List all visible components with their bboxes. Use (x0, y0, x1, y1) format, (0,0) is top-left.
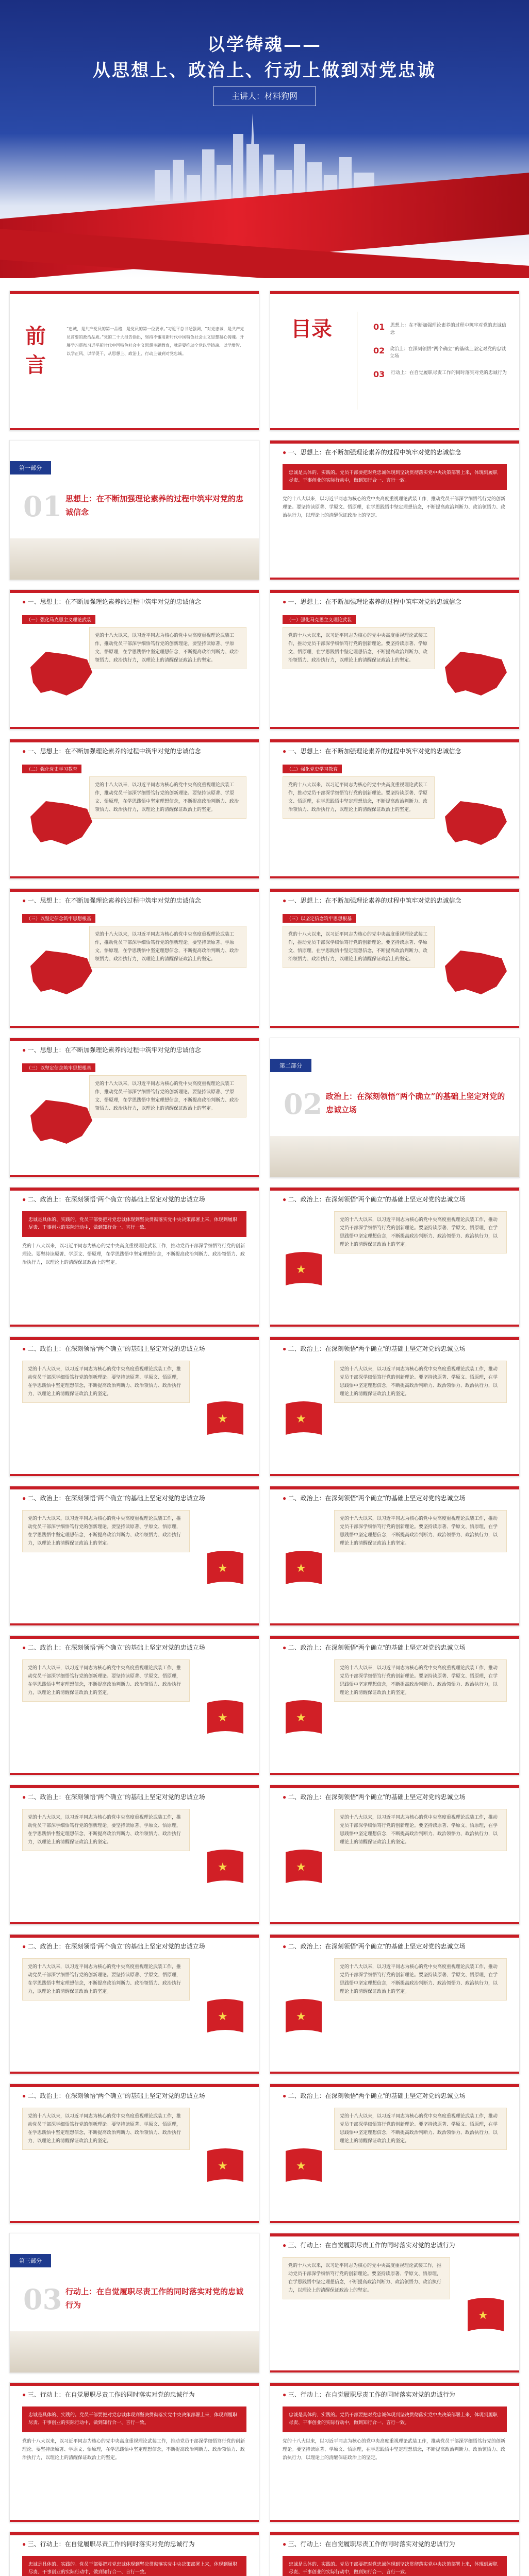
slide-topbar (270, 440, 519, 444)
section-number: 02 (284, 1088, 323, 1121)
slide-title: ● 二、政治上：在深刻领悟“两个确立”的基础上坚定对党的忠诚立场 (22, 1495, 205, 1502)
slide-paragraph: 党的十八大以来，以习近平同志为核心的党中央高度重视理论武装工作，推动党员干部深学细悟笃行党的创新理论。要坚持读原著、学原文、悟原理，在学思践悟中坚定理想信念，不断提高政治判断力、政治领悟力、政治执行力，以理论上的清醒保证政治上的坚定。 (334, 1659, 507, 1702)
content-slide (9, 1486, 259, 1626)
slide-topbar (270, 1188, 519, 1191)
slide-title: ● 一、思想上：在不断加强理论素养的过程中筑牢对党的忠诚信念 (22, 1046, 201, 1054)
svg-text:★: ★ (296, 1711, 306, 1724)
cover-title (0, 32, 529, 83)
china-map-image (435, 791, 512, 853)
slide-topbar (10, 590, 259, 593)
slide-title: ● 二、政治上：在深刻领悟“两个确立”的基础上坚定对党的忠诚立场 (22, 1345, 205, 1352)
slide-title: ● 二、政治上：在深刻领悟“两个确立”的基础上坚定对党的忠诚立场 (283, 2092, 466, 2099)
slide-bottombar (10, 2221, 259, 2223)
cover-slide (0, 0, 529, 278)
toc-item-label: 行动上：在自觉履职尽责工作的同时落实对党的忠诚行为 (391, 370, 507, 376)
slide-bottombar (270, 1922, 519, 1924)
cover-speaker: 主讲人：材料狗网 (213, 87, 316, 106)
slide-topbar (10, 291, 259, 294)
slide-paragraph: 党的十八大以来，以习近平同志为核心的党中央高度重视理论武装工作，推动党员干部深学细悟笃行党的创新理论。要坚持读原著、学原文、悟原理，在学思践悟中坚定理想信念，不断提高政治判断力、政治领悟力、政治执行力，以理论上的清醒保证政治上的坚定。 (89, 1075, 246, 1117)
slide-bottombar (10, 1773, 259, 1775)
slide-title: ● 三、行动上：在自觉履职尽责工作的同时落实对党的忠诚行为 (283, 2242, 455, 2249)
subheading-chip: （二）强化党史学习教育 (22, 765, 81, 773)
slide-title: ● 二、政治上：在深刻领悟“两个确立”的基础上坚定对党的忠诚立场 (283, 1644, 466, 1651)
slide-paragraph: 党的十八大以来，以习近平同志为核心的党中央高度重视理论武装工作，推动党员干部深学细悟笃行党的创新理论。要坚持读原著、学原文、悟原理，在学思践悟中坚定理想信念，不断提高政治判断力、政治领悟力、政治执行力，以理论上的清醒保证政治上的坚定。 (22, 1659, 190, 1702)
content-slide (9, 589, 259, 730)
highlight-panel: 忠诚是具体的、实践的。党员干部要把对党忠诚体现到坚决贯彻落实党中央决策部署上来，体现到履职尽责、干事创业的实际行动中，做到知行合一、言行一致。 (283, 2406, 507, 2432)
slide-bottombar (10, 428, 259, 430)
slide-body (283, 464, 507, 570)
content-slide (270, 2382, 520, 2522)
party-flag-image (280, 1698, 327, 1744)
slide-topbar (10, 1337, 259, 1340)
toc-item[interactable] (373, 346, 507, 360)
slide-topbar (270, 1636, 519, 1639)
slide-title: ● 二、政治上：在深刻领悟“两个确立”的基础上坚定对党的忠诚立场 (22, 2092, 205, 2099)
section-divider-slide (270, 1038, 520, 1178)
highlight-panel: 忠诚是具体的、实践的。党员干部要把对党忠诚体现到坚决贯彻落实党中央决策部署上来，体现到履职尽责、干事创业的实际行动中，做到知行合一、言行一致。 (283, 464, 507, 490)
slide-bottombar (270, 428, 519, 430)
svg-text:★: ★ (218, 1861, 228, 1874)
svg-text:★: ★ (218, 2010, 228, 2023)
slide-title: ● 一、思想上：在不断加强理论素养的过程中筑牢对党的忠诚信念 (283, 598, 461, 605)
slide-title: ● 二、政治上：在深刻领悟“两个确立”的基础上坚定对党的忠诚立场 (22, 1196, 205, 1203)
slide-title: ● 一、思想上：在不断加强理论素养的过程中筑牢对党的忠诚信念 (22, 748, 201, 755)
toc-item[interactable] (373, 369, 507, 379)
slide-body (22, 1211, 246, 1317)
slide-topbar (10, 1636, 259, 1639)
slide-title: ● 一、思想上：在不断加强理论素养的过程中筑牢对党的忠诚信念 (283, 449, 461, 456)
slide-topbar (10, 889, 259, 892)
toc-item-label: 思想上：在不断加强理论素养的过程中筑牢对党的忠诚信念 (390, 323, 506, 335)
slide-body (283, 2406, 507, 2513)
toc-item-number: 02 (373, 346, 385, 355)
slide-topbar (10, 1785, 259, 1788)
slide-title: ● 三、行动上：在自觉履职尽责工作的同时落实对党的忠诚行为 (283, 2391, 455, 2398)
slide-bottombar (10, 2072, 259, 2074)
section-title: 行动上：在自觉履职尽责工作的同时落实对党的忠诚行为 (65, 2287, 244, 2310)
slide-paragraph: 党的十八大以来，以习近平同志为核心的党中央高度重视理论武装工作，推动党员干部深学细悟笃行党的创新理论。要坚持读原著、学原文、悟原理，在学思践悟中坚定理想信念，不断提高政治判断力、政治领悟力、政治执行力，以理论上的清醒保证政治上的坚定。 (283, 627, 435, 669)
slide-paragraph: 党的十八大以来，以习近平同志为核心的党中央高度重视理论武装工作，推动党员干部深学细悟笃行党的创新理论。要坚持读原著、学原文、悟原理，在学思践悟中坚定理想信念，不断提高政治判断力、政治领悟力、政治执行力，以理论上的清醒保证政治上的坚定。 (334, 1361, 507, 1403)
content-slide (9, 2083, 259, 2224)
content-slide (270, 739, 520, 879)
slide-bottombar (270, 876, 519, 878)
toc-heading: 目录 (291, 317, 332, 341)
subheading-chip: （三）以坚定信念筑牢思想根基 (22, 1063, 95, 1072)
slide-topbar (270, 590, 519, 593)
slide-title: ● 一、思想上：在不断加强理论素养的过程中筑牢对党的忠诚信念 (22, 897, 201, 904)
subheading-chip: （三）以坚定信念筑牢思想根基 (22, 914, 95, 923)
slide-topbar (270, 1337, 519, 1340)
slide-topbar (10, 1935, 259, 1938)
toc-item-number: 03 (373, 369, 385, 379)
subheading-chip: （三）以坚定信念筑牢思想根基 (283, 914, 356, 923)
slide-title: ● 二、政治上：在深刻领悟“两个确立”的基础上坚定对党的忠诚立场 (283, 1345, 466, 1352)
toc-item-label: 政治上：在深刻领悟“两个确立”的基础上坚定对党的忠诚立场 (389, 347, 506, 359)
slide-title: ● 一、思想上：在不断加强理论素养的过程中筑牢对党的忠诚信念 (283, 748, 461, 755)
slide-bottombar (10, 876, 259, 878)
slide-paragraph: 党的十八大以来，以习近平同志为核心的党中央高度重视理论武装工作，推动党员干部深学细悟笃行党的创新理论。要坚持读原著、学原文、悟原理，在学思践悟中坚定理想信念，不断提高政治判断力、政治领悟力、政治执行力，以理论上的清醒保证政治上的坚定。 (89, 627, 246, 669)
party-flag-image (280, 1249, 327, 1296)
section-number: 03 (23, 2283, 62, 2316)
slide-topbar (10, 2383, 259, 2386)
slide-topbar (270, 1935, 519, 1938)
svg-text:★: ★ (218, 1711, 228, 1724)
highlight-panel: 忠诚是具体的、实践的。党员干部要把对党忠诚体现到坚决贯彻落实党中央决策部署上来，体现到履职尽责、干事创业的实际行动中，做到知行合一、言行一致。 (22, 2556, 246, 2576)
slide-topbar (270, 1785, 519, 1788)
party-flag-image (202, 2146, 249, 2192)
section-tag: 第二部分 (270, 1059, 311, 1072)
slide-bottombar (270, 1026, 519, 1028)
party-flag-image (280, 1996, 327, 2043)
content-slide (270, 1486, 520, 1626)
toc-list (373, 322, 507, 388)
highlight-panel: 忠诚是具体的、实践的。党员干部要把对党忠诚体现到坚决贯彻落实党中央决策部署上来，体现到履职尽责、干事创业的实际行动中，做到知行合一、言行一致。 (283, 2556, 507, 2576)
content-slide (270, 589, 520, 730)
highlight-panel: 忠诚是具体的、实践的。党员干部要把对党忠诚体现到坚决贯彻落实党中央决策部署上来，体现到履职尽责、干事创业的实际行动中，做到知行合一、言行一致。 (22, 2406, 246, 2432)
toc-item[interactable] (373, 322, 507, 336)
svg-text:★: ★ (218, 1413, 228, 1426)
slide-bottombar (10, 727, 259, 729)
slide-topbar (270, 739, 519, 742)
slide-topbar (270, 889, 519, 892)
party-flag-image (202, 1996, 249, 2043)
content-slide (270, 2083, 520, 2224)
party-flag-image (280, 1548, 327, 1595)
slide-title: ● 三、行动上：在自觉履职尽责工作的同时落实对党的忠诚行为 (22, 2391, 195, 2398)
content-slide (270, 1635, 520, 1775)
content-slide (9, 888, 259, 1028)
slide-paragraph: 党的十八大以来，以习近平同志为核心的党中央高度重视理论武装工作，推动党员干部深学细悟笃行党的创新理论。要坚持读原著、学原文、悟原理，在学思践悟中坚定理想信念，不断提高政治判断力、政治领悟力、政治执行力，以理论上的清醒保证政治上的坚定。 (22, 2108, 190, 2150)
slide-paragraph: 党的十八大以来，以习近平同志为核心的党中央高度重视理论武装工作，推动党员干部深学细悟笃行党的创新理论。要坚持读原著、学原文、悟原理，在学思践悟中坚定理想信念，不断提高政治判断力、政治领悟力、政治执行力，以理论上的清醒保证政治上的坚定。 (334, 1809, 507, 1851)
slide-bottombar (10, 1325, 259, 1327)
slide-topbar (270, 2383, 519, 2386)
slide-topbar (10, 739, 259, 742)
slide-paragraph: 党的十八大以来，以习近平同志为核心的党中央高度重视理论武装工作，推动党员干部深学细悟笃行党的创新理论。要坚持读原著、学原文、悟原理，在学思践悟中坚定理想信念，不断提高政治判断力、政治领悟力、政治执行力，以理论上的清醒保证政治上的坚定。 (283, 926, 435, 968)
subheading-chip: （二）强化党史学习教育 (283, 765, 342, 773)
slide-paragraph: 党的十八大以来，以习近平同志为核心的党中央高度重视理论武装工作，推动党员干部深学细悟笃行党的创新理论。要坚持读原著、学原文、悟原理，在学思践悟中坚定理想信念，不断提高政治判断力、政治领悟力、政治执行力，以理论上的清醒保证政治上的坚定。 (283, 776, 435, 819)
slide-paragraph: 党的十八大以来，以习近平同志为核心的党中央高度重视理论武装工作，推动党员干部深学细悟笃行党的创新理论。要坚持读原著、学原文、悟原理，在学思践悟中坚定理想信念，不断提高政治判断力、政治领悟力、政治执行力，以理论上的清醒保证政治上的坚定。 (334, 2108, 507, 2150)
slide-paragraph: 党的十八大以来，以习近平同志为核心的党中央高度重视理论武装工作，推动党员干部深学细悟笃行党的创新理论。要坚持读原著、学原文、悟原理，在学思践悟中坚定理想信念，不断提高政治判断力、政治领悟力、政治执行力，以理论上的清醒保证政治上的坚定。 (22, 2439, 245, 2461)
content-slide (270, 1336, 520, 1477)
china-map-image (435, 641, 512, 703)
svg-text:★: ★ (478, 2309, 488, 2322)
slide-bottombar (270, 578, 519, 580)
slide-paragraph: 党的十八大以来，以习近平同志为核心的党中央高度重视理论武装工作，推动党员干部深学细悟笃行党的创新理论。要坚持读原著、学原文、悟原理，在学思践悟中坚定理想信念，不断提高政治判断力、政治领悟力、政治执行力，以理论上的清醒保证政治上的坚定。 (89, 776, 246, 819)
section-number: 01 (23, 490, 62, 523)
slide-title: ● 三、行动上：在自觉履职尽责工作的同时落实对党的忠诚行为 (22, 2540, 195, 2548)
slide-bottombar (10, 1623, 259, 1625)
slide-paragraph: 党的十八大以来，以习近平同志为核心的党中央高度重视理论武装工作，推动党员干部深学细悟笃行党的创新理论。要坚持读原著、学原文、悟原理，在学思践悟中坚定理想信念，不断提高政治判断力、政治领悟力、政治执行力，以理论上的清醒保证政治上的坚定。 (22, 1958, 190, 2001)
slide-paragraph: 党的十八大以来，以习近平同志为核心的党中央高度重视理论武装工作，推动党员干部深学细悟笃行党的创新理论。要坚持读原著、学原文、悟原理，在学思践悟中坚定理想信念，不断提高政治判断力、政治领悟力、政治执行力，以理论上的清醒保证政治上的坚定。 (334, 1510, 507, 1552)
slide-bottombar (10, 1922, 259, 1924)
content-slide (9, 1187, 259, 1327)
slide-title: ● 二、政治上：在深刻领悟“两个确立”的基础上坚定对党的忠诚立场 (22, 1793, 205, 1801)
cover-title-line2: 从思想上、政治上、行动上做到对党忠诚 (93, 60, 436, 81)
party-flag-image (462, 2295, 509, 2342)
svg-text:★: ★ (296, 1861, 306, 1874)
slide-paragraph: 党的十八大以来，以习近平同志为核心的党中央高度重视理论武装工作，推动党员干部深学细悟笃行党的创新理论。要坚持读原著、学原文、悟原理，在学思践悟中坚定理想信念，不断提高政治判断力、政治领悟力、政治执行力，以理论上的清醒保证政治上的坚定。 (334, 1958, 507, 2001)
preface-slide (9, 291, 259, 431)
landscape-image (10, 538, 259, 580)
slide-title: ● 一、思想上：在不断加强理论素养的过程中筑牢对党的忠诚信念 (22, 598, 201, 605)
section-tag: 第一部分 (10, 461, 51, 474)
landscape-image (10, 2331, 259, 2372)
svg-text:★: ★ (218, 1562, 228, 1575)
slide-bottombar (10, 2520, 259, 2522)
slide-title: ● 二、政治上：在深刻领悟“两个确立”的基础上坚定对党的忠诚立场 (283, 1943, 466, 1950)
china-map-image (20, 791, 97, 853)
slide-topbar (270, 291, 519, 294)
slide-body (283, 2556, 507, 2576)
slide-title: ● 二、政治上：在深刻领悟“两个确立”的基础上坚定对党的忠诚立场 (283, 1196, 466, 1203)
slide-bottombar (10, 1026, 259, 1028)
slide-topbar (10, 1486, 259, 1489)
section-divider-slide (9, 2233, 259, 2373)
section-divider-slide (9, 440, 259, 580)
subheading-chip: （一）强化马克思主义理论武装 (283, 615, 356, 624)
party-flag-image (202, 1548, 249, 1595)
content-slide (270, 888, 520, 1028)
content-slide (270, 2233, 520, 2373)
slide-title: ● 二、政治上：在深刻领悟“两个确立”的基础上坚定对党的忠诚立场 (283, 1495, 466, 1502)
slide-body (22, 2406, 246, 2513)
slide-bottombar (270, 2520, 519, 2522)
content-slide (270, 1934, 520, 2074)
slide-topbar (10, 1038, 259, 1041)
party-flag-image (280, 1399, 327, 1445)
slide-bottombar (270, 2370, 519, 2372)
content-slide (9, 1785, 259, 1925)
content-slide (9, 1336, 259, 1477)
city-skyline-image (150, 113, 382, 201)
section-tag: 第三部分 (10, 2254, 51, 2267)
svg-text:★: ★ (296, 2010, 306, 2023)
section-title: 政治上：在深刻领悟“两个确立”的基础上坚定对党的忠诚立场 (326, 1092, 505, 1114)
svg-text:★: ★ (296, 1562, 306, 1575)
section-title: 思想上：在不断加强理论素养的过程中筑牢对党的忠诚信念 (65, 494, 244, 517)
content-slide (270, 1785, 520, 1925)
slide-paragraph: 党的十八大以来，以习近平同志为核心的党中央高度重视理论武装工作，推动党员干部深学细悟笃行党的创新理论。要坚持读原著、学原文、悟原理，在学思践悟中坚定理想信念，不断提高政治判断力、政治领悟力、政治执行力，以理论上的清醒保证政治上的坚定。 (283, 497, 506, 518)
preface-text: “忠诚，是共产党员的第一品格，是党员的第一位要求。”习近平总书记强调，“对党忠诚，是共产党员首要的政治品质。”党的二十大报告指出，坚持不懈用新时代中国特色社会主义思想凝心铸魂。开展学习贯彻习近平新时代中国特色社会主义思想主题教育，就是要推动全党以学铸魂、以学增智、以学正风、以学促干，从思想上、政治上、行动上做到对党忠诚。 (67, 327, 244, 356)
slide-topbar (270, 2084, 519, 2087)
svg-text:★: ★ (296, 2160, 306, 2173)
party-flag-image (202, 1698, 249, 1744)
content-slide (270, 2532, 520, 2576)
svg-text:★: ★ (296, 1413, 306, 1426)
party-flag-image (202, 1399, 249, 1445)
slide-topbar (10, 2084, 259, 2087)
slide-bottombar (270, 1474, 519, 1476)
highlight-panel: 忠诚是具体的、实践的。党员干部要把对党忠诚体现到坚决贯彻落实党中央决策部署上来，体现到履职尽责、干事创业的实际行动中，做到知行合一、言行一致。 (22, 1211, 246, 1237)
content-slide (270, 1187, 520, 1327)
preface-heading: 前言 (25, 324, 46, 377)
slide-bottombar (270, 1325, 519, 1327)
slide-paragraph: 党的十八大以来，以习近平同志为核心的党中央高度重视理论武装工作，推动党员干部深学细悟笃行党的创新理论。要坚持读原著、学原文、悟原理，在学思践悟中坚定理想信念，不断提高政治判断力、政治领悟力、政治执行力，以理论上的清醒保证政治上的坚定。 (22, 1361, 190, 1403)
slide-topbar (270, 1486, 519, 1489)
slide-title: ● 一、思想上：在不断加强理论素养的过程中筑牢对党的忠诚信念 (283, 897, 461, 904)
content-slide (9, 2382, 259, 2522)
slide-topbar (10, 2532, 259, 2535)
slide-bottombar (270, 1623, 519, 1625)
party-flag-image (202, 1847, 249, 1893)
slide-paragraph: 党的十八大以来，以习近平同志为核心的党中央高度重视理论武装工作，推动党员干部深学细悟笃行党的创新理论。要坚持读原著、学原文、悟原理，在学思践悟中坚定理想信念，不断提高政治判断力、政治领悟力、政治执行力，以理论上的清醒保证政治上的坚定。 (283, 2439, 506, 2461)
slide-bottombar (270, 727, 519, 729)
slide-bottombar (270, 1773, 519, 1775)
slide-title: ● 二、政治上：在深刻领悟“两个确立”的基础上坚定对党的忠诚立场 (22, 1943, 205, 1950)
party-flag-image (280, 1847, 327, 1893)
slide-bottombar (270, 2221, 519, 2223)
content-slide (9, 739, 259, 879)
slide-paragraph: 党的十八大以来，以习近平同志为核心的党中央高度重视理论武装工作，推动党员干部深学细悟笃行党的创新理论。要坚持读原著、学原文、悟原理，在学思践悟中坚定理想信念，不断提高政治判断力、政治领悟力、政治执行力，以理论上的清醒保证政治上的坚定。 (89, 926, 246, 968)
slide-paragraph: 党的十八大以来，以习近平同志为核心的党中央高度重视理论武装工作，推动党员干部深学细悟笃行党的创新理论。要坚持读原著、学原文、悟原理，在学思践悟中坚定理想信念，不断提高政治判断力、政治领悟力、政治执行力，以理论上的清醒保证政治上的坚定。 (22, 1244, 245, 1265)
slide-paragraph: 党的十八大以来，以习近平同志为核心的党中央高度重视理论武装工作，推动党员干部深学细悟笃行党的创新理论。要坚持读原著、学原文、悟原理，在学思践悟中坚定理想信念，不断提高政治判断力、政治领悟力、政治执行力，以理论上的清醒保证政治上的坚定。 (334, 1211, 507, 1253)
slide-paragraph: 党的十八大以来，以习近平同志为核心的党中央高度重视理论武装工作，推动党员干部深学细悟笃行党的创新理论。要坚持读原著、学原文、悟原理，在学思践悟中坚定理想信念，不断提高政治判断力、政治领悟力、政治执行力，以理论上的清醒保证政治上的坚定。 (283, 2257, 450, 2299)
slide-title: ● 三、行动上：在自觉履职尽责工作的同时落实对党的忠诚行为 (283, 2540, 455, 2548)
content-slide (9, 1635, 259, 1775)
china-map-image (20, 940, 97, 1002)
content-slide (270, 440, 520, 580)
cover-title-line1: 以学铸魂—— (207, 35, 322, 55)
content-slide (9, 1038, 259, 1178)
toc-slide (270, 291, 520, 431)
slide-bottombar (10, 1474, 259, 1476)
svg-text:★: ★ (296, 1263, 306, 1276)
toc-item-number: 01 (373, 322, 385, 332)
china-map-image (20, 641, 97, 703)
slide-paragraph: 党的十八大以来，以习近平同志为核心的党中央高度重视理论武装工作，推动党员干部深学细悟笃行党的创新理论。要坚持读原著、学原文、悟原理，在学思践悟中坚定理想信念，不断提高政治判断力、政治领悟力、政治执行力，以理论上的清醒保证政治上的坚定。 (22, 1510, 190, 1552)
party-flag-image (280, 2146, 327, 2192)
slide-topbar (270, 2532, 519, 2535)
content-slide (9, 1934, 259, 2074)
slide-body (22, 2556, 246, 2576)
slide-bottombar (10, 1175, 259, 1177)
slide-title: ● 二、政治上：在深刻领悟“两个确立”的基础上坚定对党的忠诚立场 (283, 1793, 466, 1801)
slide-title: ● 二、政治上：在深刻领悟“两个确立”的基础上坚定对党的忠诚立场 (22, 1644, 205, 1651)
slide-paragraph: 党的十八大以来，以习近平同志为核心的党中央高度重视理论武装工作，推动党员干部深学细悟笃行党的创新理论。要坚持读原著、学原文、悟原理，在学思践悟中坚定理想信念，不断提高政治判断力、政治领悟力、政治执行力，以理论上的清醒保证政治上的坚定。 (22, 1809, 190, 1851)
slide-bottombar (270, 2072, 519, 2074)
slide-topbar (10, 1188, 259, 1191)
slide-topbar (270, 2233, 519, 2236)
svg-text:★: ★ (218, 2160, 228, 2173)
china-map-image (20, 1090, 97, 1151)
slide-grid (0, 278, 529, 2576)
landscape-image (270, 1136, 519, 1177)
china-map-image (435, 940, 512, 1002)
content-slide (9, 2532, 259, 2576)
subheading-chip: （一）强化马克思主义理论武装 (22, 615, 95, 624)
